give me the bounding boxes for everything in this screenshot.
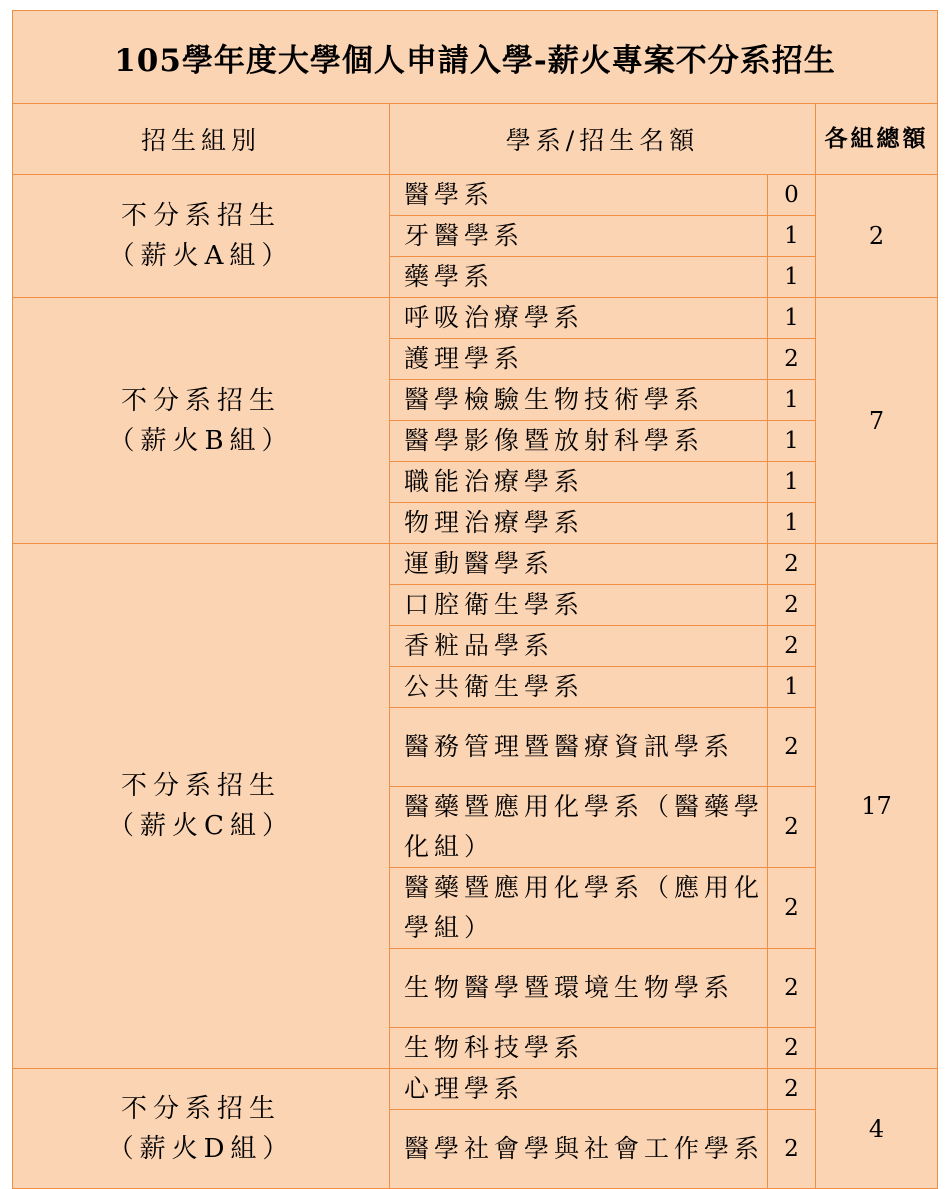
dept-quota: 1 — [768, 667, 816, 708]
dept-name: 香粧品學系 — [390, 626, 768, 667]
group-cell — [13, 298, 390, 544]
dept-name: 醫務管理暨醫療資訊學系 — [390, 708, 768, 787]
group-cell — [13, 175, 390, 298]
dept-name: 物理治療學系 — [390, 503, 768, 544]
dept-quota: 2 — [768, 626, 816, 667]
group-total: 2 — [816, 175, 938, 298]
dept-quota: 2 — [768, 544, 816, 585]
dept-quota: 2 — [768, 1028, 816, 1069]
dept-quota: 2 — [768, 1069, 816, 1110]
dept-name: 醫學系 — [390, 175, 768, 216]
dept-name: 生物科技學系 — [390, 1028, 768, 1069]
dept-quota: 2 — [768, 708, 816, 787]
dept-name: 醫藥暨應用化學系（醫藥學化組） — [390, 787, 768, 868]
dept-quota: 1 — [768, 503, 816, 544]
group-name: 不分系招生 — [120, 385, 281, 416]
dept-name: 運動醫學系 — [390, 544, 768, 585]
dept-quota: 2 — [768, 868, 816, 949]
dept-name: 生物醫學暨環境生物學系 — [390, 949, 768, 1028]
dept-quota: 2 — [768, 949, 816, 1028]
dept-quota: 1 — [768, 421, 816, 462]
dept-name: 醫學社會學與社會工作學系 — [390, 1110, 768, 1189]
group-cell — [13, 544, 390, 1069]
group-name: 不分系招生 — [120, 771, 281, 801]
header-group: 招生組別 — [13, 104, 390, 175]
dept-name: 職能治療學系 — [390, 462, 768, 503]
dept-name: 藥學系 — [390, 257, 768, 298]
group-cell — [13, 1069, 390, 1189]
dept-quota: 1 — [768, 462, 816, 503]
table-row — [13, 175, 938, 216]
dept-name: 呼吸治療學系 — [390, 298, 768, 339]
dept-quota: 1 — [768, 257, 816, 298]
dept-quota: 2 — [768, 585, 816, 626]
page-title: 105學年度大學個人申請入學-薪火專案不分系招生 — [13, 11, 938, 104]
group-name: 不分系招生 — [120, 1093, 281, 1124]
dept-name: 牙醫學系 — [390, 216, 768, 257]
group-total: 17 — [816, 544, 938, 1069]
dept-quota: 1 — [768, 380, 816, 421]
dept-name: 公共衛生學系 — [390, 667, 768, 708]
table-row — [13, 1069, 938, 1110]
table-body — [13, 11, 938, 1189]
dept-quota: 1 — [768, 298, 816, 339]
group-subname: （薪火A組） — [108, 241, 294, 271]
dept-name: 醫藥暨應用化學系（應用化學組） — [390, 868, 768, 949]
table-row — [13, 298, 938, 339]
group-subname: （薪火B組） — [108, 425, 294, 456]
group-total: 7 — [816, 298, 938, 544]
dept-quota: 1 — [768, 216, 816, 257]
dept-quota: 2 — [768, 787, 816, 868]
table-row — [13, 544, 938, 585]
header-dept: 學系/招生名額 — [390, 104, 816, 175]
dept-name: 醫學影像暨放射科學系 — [390, 421, 768, 462]
group-total: 4 — [816, 1069, 938, 1189]
title-row — [13, 11, 938, 104]
group-subname: （薪火D組） — [107, 1133, 295, 1164]
dept-name: 口腔衛生學系 — [390, 585, 768, 626]
admission-table — [12, 10, 938, 1189]
dept-name: 心理學系 — [390, 1069, 768, 1110]
dept-quota: 0 — [768, 175, 816, 216]
dept-name: 醫學檢驗生物技術學系 — [390, 380, 768, 421]
dept-quota: 2 — [768, 339, 816, 380]
group-name: 不分系招生 — [120, 201, 281, 231]
dept-name: 護理學系 — [390, 339, 768, 380]
header-total: 各組總額 — [816, 104, 938, 175]
header-row — [13, 104, 938, 175]
dept-quota: 2 — [768, 1110, 816, 1189]
group-subname: （薪火C組） — [108, 811, 294, 841]
